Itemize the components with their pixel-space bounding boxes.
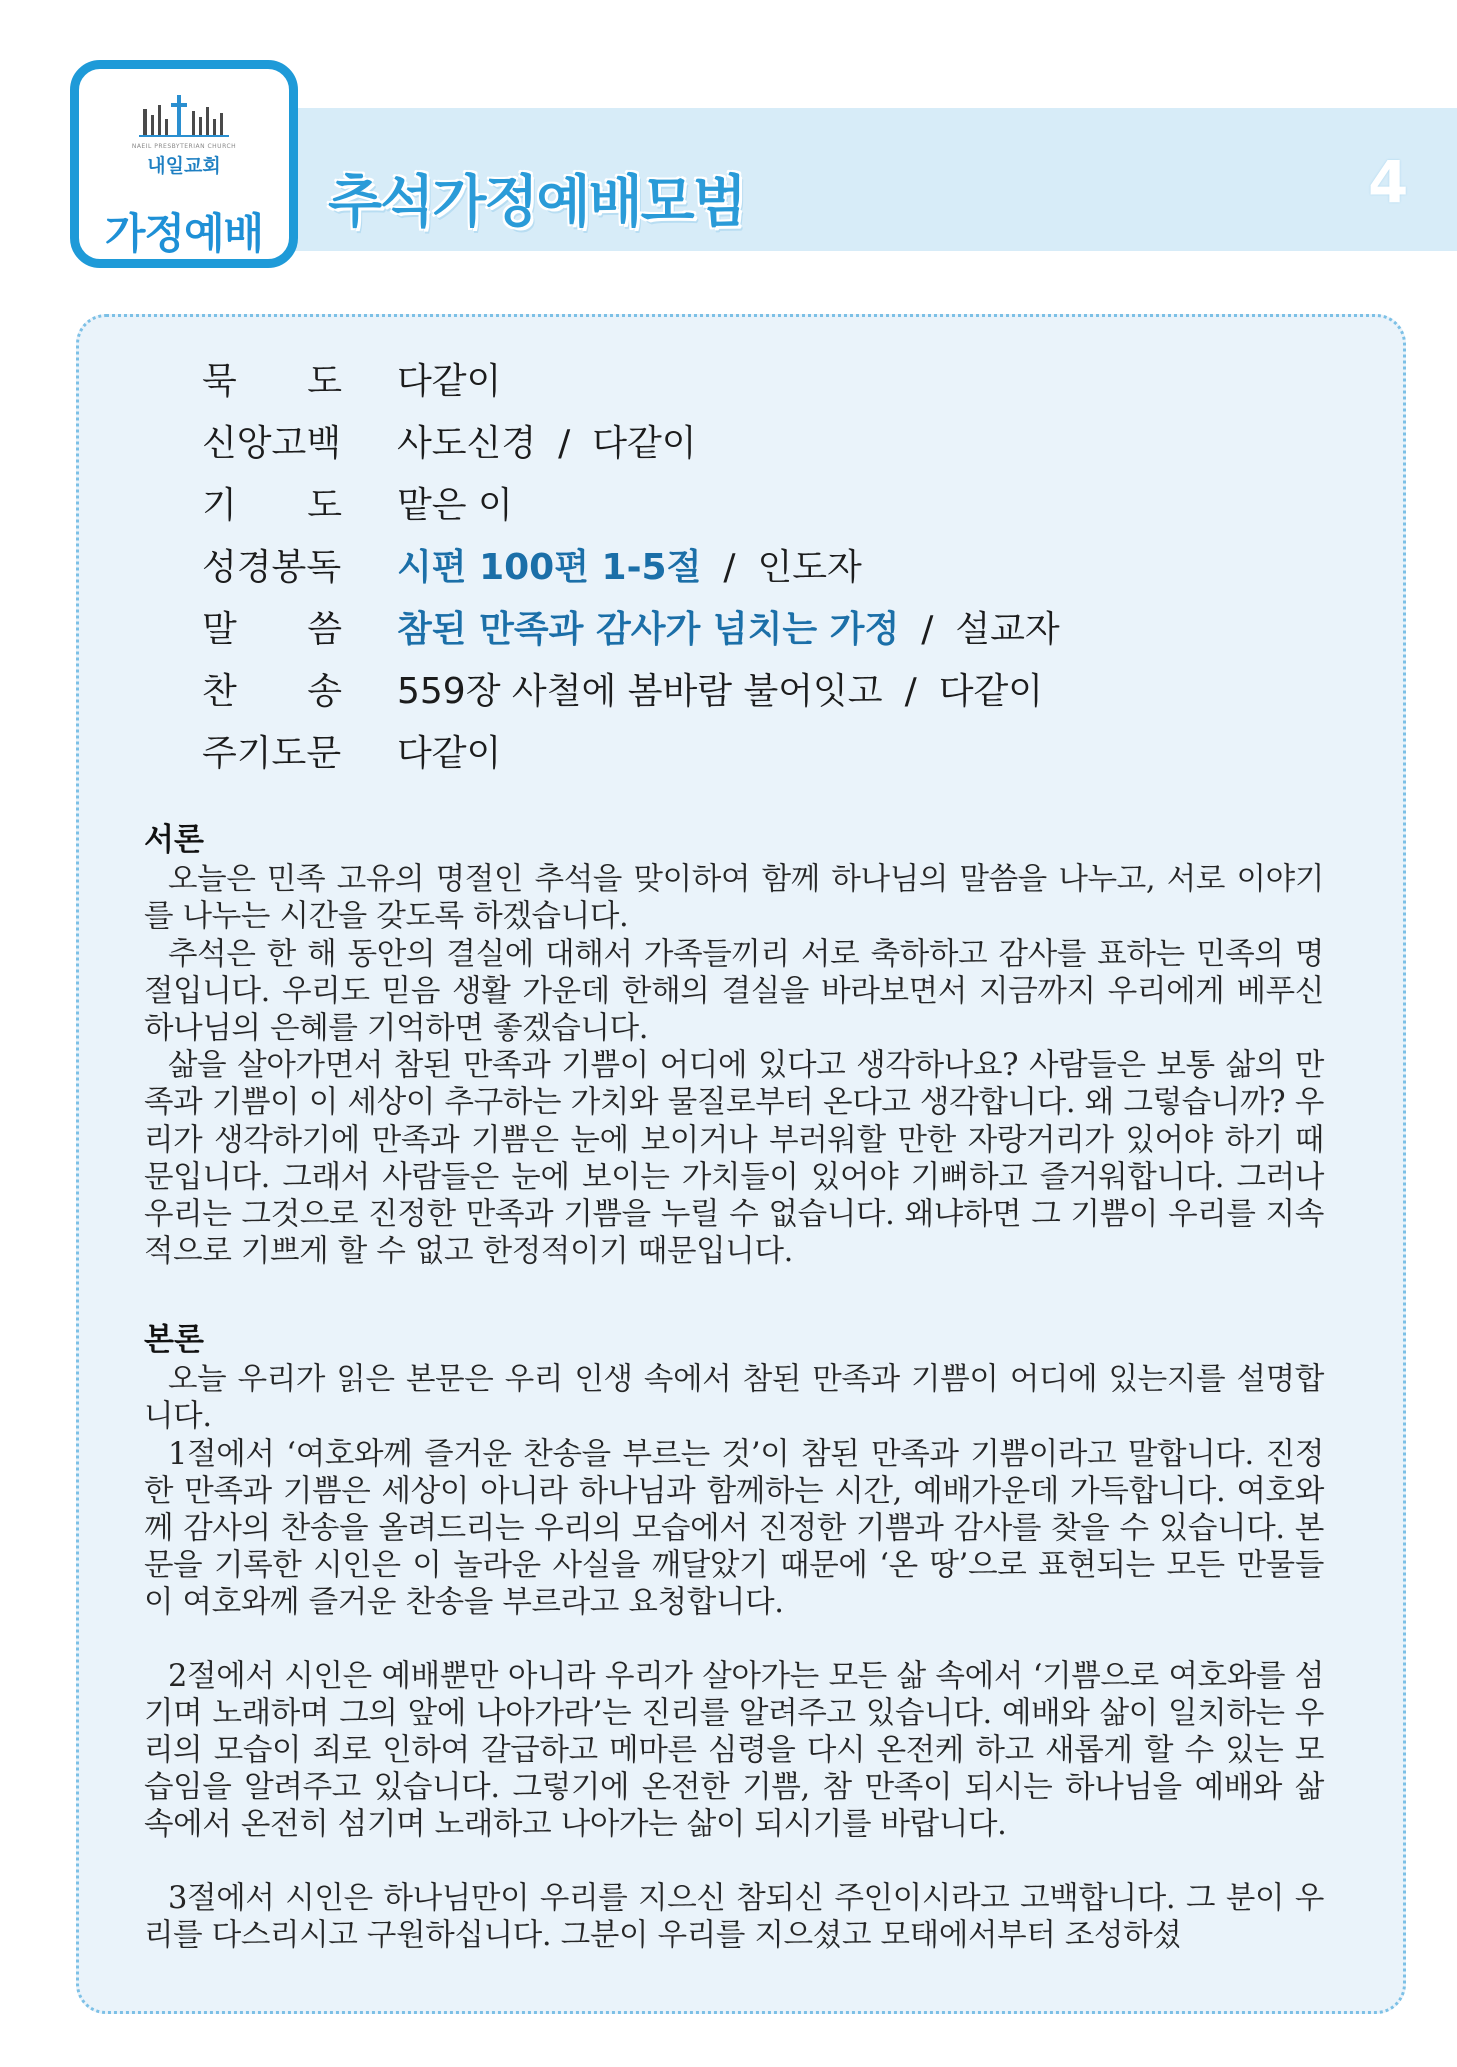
page-title: 추석가정예배모범	[328, 170, 745, 235]
separator: /	[723, 547, 736, 588]
order-value-text: 다같이	[397, 361, 502, 402]
worship-order-list	[202, 358, 1202, 792]
worship-order-row	[202, 668, 1202, 730]
order-label: 묵 도	[202, 361, 342, 402]
intro-heading: 서론	[144, 822, 204, 858]
order-value	[397, 668, 1043, 716]
order-value	[397, 606, 1060, 654]
order-value	[397, 730, 501, 778]
separator: /	[904, 671, 917, 712]
order-label: 기 도	[202, 485, 342, 526]
body-paragraph: 오늘 우리가 읽은 본문은 우리 인생 속에서 참된 만족과 기쁨이 어디에 있는지를 설명합니다.	[144, 1362, 1324, 1435]
body-paragraph: 3절에서 시인은 하나님만이 우리를 지으신 참되신 주인이시라고 고백합니다. 그 분이 우리를 다스리시고 구원하십니다. 그분이 우리를 지으셨고 모태에서부터 조성하셨	[144, 1880, 1324, 1953]
order-label: 신앙고백	[202, 423, 342, 464]
intro-section	[144, 822, 1324, 1270]
body-paragraph: 1절에서 ‘여호와께 즐거운 찬송을 부르는 것’이 참된 만족과 기쁨이라고 말합니다. 진정한 만족과 기쁨은 세상이 아니라 하나님과 함께하는 시간, 예배가운데 가득합니다. 여호와께 감사의 찬송을 올려드리는 우리의 모습에서 진정한 기쁨과 감사를 찾을 수 있습니다. 본문을 기록한 시인은 이 놀라운 사실을 깨달았기 때문에 ‘온 땅’으로 표현되는 모든 만물들이 여호와께 즐거운 찬송을 부르라고 요청합니다.	[144, 1436, 1324, 1621]
church-skyline-icon	[137, 91, 233, 139]
order-label: 성경봉독	[202, 547, 342, 588]
logo-english-name: NAEIL PRESBYTERIAN CHURCH	[131, 143, 237, 150]
intro-paragraph: 삶을 살아가면서 참된 만족과 기쁨이 어디에 있다고 생각하나요? 사람들은 보통 삶의 만족과 기쁨이 이 세상이 추구하는 가치와 물질로부터 온다고 생각합니다. 왜 그렇습니까? 우리가 생각하기에 만족과 기쁨은 눈에 보이거나 부러워할 만한 자랑거리가 있어야 하기 때문입니다. 그래서 사람들은 눈에 보이는 가치들이 있어야 기뻐하고 즐거워합니다. 그러나 우리는 그것으로 진정한 만족과 기쁨을 누릴 수 없습니다. 왜냐하면 그 기쁨이 우리를 지속적으로 기쁘게 할 수 없고 한정적이기 때문입니다.	[144, 1048, 1324, 1270]
order-value	[397, 544, 862, 592]
order-value-text: 참된 만족과 감사가 넘치는 가정	[397, 609, 900, 650]
order-value	[397, 420, 697, 468]
logo-church-name: 내일교회	[147, 155, 221, 177]
separator: /	[558, 423, 571, 464]
worship-order-row	[202, 606, 1202, 668]
church-logo-badge	[70, 60, 298, 268]
order-value	[397, 358, 501, 406]
order-value	[397, 482, 513, 530]
body-section	[144, 1322, 1324, 1954]
page-number: 4	[1368, 148, 1409, 216]
worship-order-row	[202, 420, 1202, 482]
order-value-text: 설교자	[955, 609, 1060, 650]
order-value-text: 다같이	[592, 423, 697, 464]
section-label: 가정예배	[104, 209, 264, 258]
worship-order-row	[202, 482, 1202, 544]
body-paragraph: 2절에서 시인은 예배뿐만 아니라 우리가 살아가는 모든 삶 속에서 ‘기쁨으로 여호와를 섬기며 노래하며 그의 앞에 나아가라’는 진리를 알려주고 있습니다. 예배와 삶이 일치하는 우리의 모습이 죄로 인하여 갈급하고 메마른 심령을 다시 온전케 하고 새롭게 할 수 있는 모습임을 알려주고 있습니다. 그렇기에 온전한 기쁨, 참 만족이 되시는 하나님을 예배와 삶 속에서 온전히 섬기며 노래하고 나아가는 삶이 되시기를 바랍니다.	[144, 1658, 1324, 1843]
order-value-text: 시편 100편 1-5절	[397, 547, 702, 588]
intro-paragraph: 오늘은 민족 고유의 명절인 추석을 맞이하여 함께 하나님의 말씀을 나누고, 서로 이야기를 나누는 시간을 갖도록 하겠습니다.	[144, 862, 1324, 935]
order-value-text: 559장 사철에 봄바람 불어잇고	[397, 671, 883, 712]
order-value-text: 맡은 이	[397, 485, 513, 526]
worship-order-row	[202, 544, 1202, 606]
order-label: 찬 송	[202, 671, 342, 712]
order-value-text: 다같이	[938, 671, 1044, 712]
intro-paragraph: 추석은 한 해 동안의 결실에 대해서 가족들끼리 서로 축하하고 감사를 표하는 민족의 명절입니다. 우리도 믿음 생활 가운데 한해의 결실을 바라보면서 지금까지 우리에게 베푸신 하나님의 은혜를 기억하면 좋겠습니다.	[144, 936, 1324, 1047]
order-value-text: 인도자	[757, 547, 862, 588]
order-label: 주기도문	[202, 733, 342, 774]
order-label: 말 씀	[202, 609, 342, 650]
worship-order-row	[202, 730, 1202, 792]
body-heading: 본론	[144, 1322, 204, 1358]
order-value-text: 사도신경	[397, 423, 537, 464]
order-value-text: 다같이	[397, 733, 502, 774]
worship-order-row	[202, 358, 1202, 420]
separator: /	[921, 609, 934, 650]
